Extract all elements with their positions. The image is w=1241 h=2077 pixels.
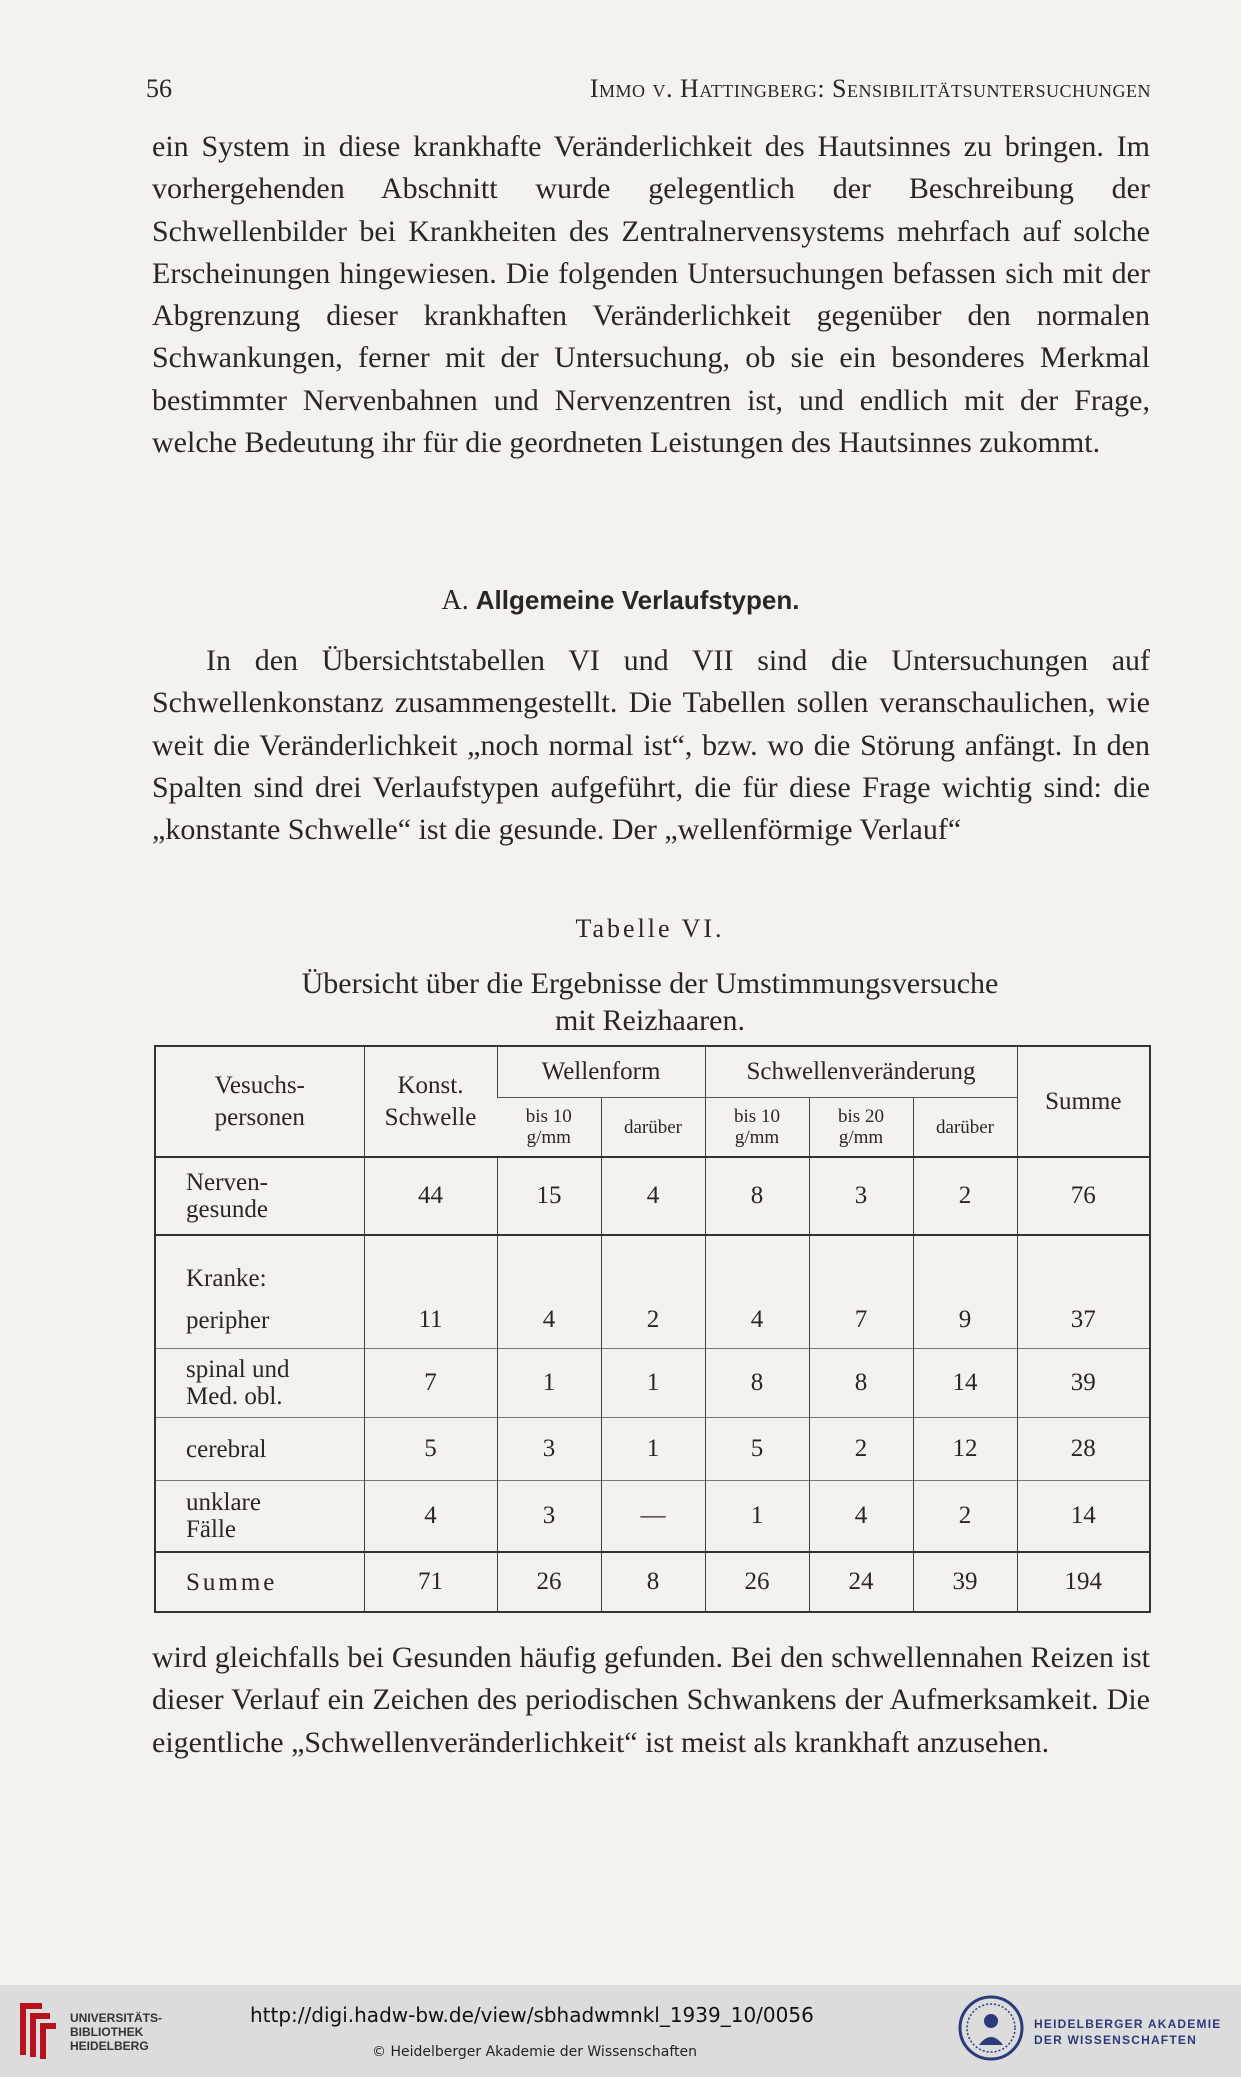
library-name-line-3: HEIDELBERG [70,2039,149,2053]
table-row [155,1481,1150,1553]
table-cell: 4 [705,1292,809,1349]
section-title: Allgemeine Verlaufstypen. [475,585,800,615]
page-number: 56 [146,74,172,103]
table-cell: 8 [705,1157,809,1235]
table-cell: 71 [364,1552,497,1612]
table-caption [150,965,1150,1039]
library-name [70,2011,162,2053]
row-label: cerebral [155,1418,364,1481]
running-head [146,74,1151,110]
header-wellen-bis10: bis 10 g/mm [497,1098,601,1158]
table-cell: 8 [705,1349,809,1418]
table-cell: 2 [601,1292,705,1349]
table-cell: 1 [601,1349,705,1418]
academy-seal-icon [958,1995,1024,2061]
table-cell: 7 [809,1292,913,1349]
table-row [155,1418,1150,1481]
library-name-line-1: UNIVERSITÄTS- [70,2011,163,2025]
header-schwellen-bis10: bis 10 g/mm [705,1098,809,1158]
table-cell: 2 [809,1418,913,1481]
paragraph-1: ein System in diese krankhafte Veränderlichkeit des Hautsinnes zu bringen. Im vorhergehenden Abschnitt wurde gelegentlich der Beschreibung der Schwellenbilder bei Krankheiten des Zentralnervensystems mehrfach auf solche Erscheinungen hingewiesen. Die folgenden Untersuchungen befassen sich mit der Abgrenzung dieser krankhaften Veränderlichkeit gegenüber den normalen Schwankungen, ferner mit der Untersuchung, ob sie ein besonderes Merkmal bestimmter Nervenbahnen und Nervenzentren ist, und endlich mit der Frage, welche Bedeutung ihr für die geordneten Leistungen des Hautsinnes zukommt. [152,130,1150,460]
table-cell: 12 [913,1418,1017,1481]
row-label: Nerven- gesunde [186,1169,268,1223]
table-cell: 7 [364,1349,497,1418]
copyright-notice: © Heidelberger Akademie der Wissenschaften [372,2044,698,2060]
table-cell: 4 [497,1292,601,1349]
table-row [155,1292,1150,1349]
header-wellen-darueber: darüber [601,1098,705,1158]
table-cell: 1 [497,1349,601,1418]
table-cell: 2 [913,1157,1017,1235]
table-cell: 3 [497,1481,601,1553]
table-cell: 8 [601,1552,705,1612]
table-cell: 4 [809,1481,913,1553]
table-cell: 39 [913,1552,1017,1612]
header-wellenform: Wellenform [497,1046,705,1098]
table-cell: 3 [497,1418,601,1481]
table-cell: 24 [809,1552,913,1612]
academy-name-line-1: HEIDELBERGER AKADEMIE [1034,2017,1222,2031]
header-persons: Vesuchs- personen [155,1046,364,1157]
table-cell: — [601,1481,705,1553]
table-cell: 194 [1017,1552,1150,1612]
table-cell: 4 [601,1157,705,1235]
table-row [155,1349,1150,1418]
table-cell: 4 [364,1481,497,1553]
results-table [154,1045,1151,1613]
table-cell: 2 [913,1481,1017,1553]
library-logo-icon [14,1999,58,2061]
row-label: spinal und Med. obl. [155,1349,364,1418]
table-cell: 44 [364,1157,497,1235]
table-cell: 11 [364,1292,497,1349]
table-cell: 5 [705,1418,809,1481]
table-cell: 8 [809,1349,913,1418]
header-schwellen-darueber: darüber [913,1098,1017,1158]
table-cell: 37 [1017,1292,1150,1349]
paragraph-2: In den Übersichtstabellen VI und VII sind die Untersuchungen auf Schwellenkonstanz zusammengestellt. Die Tabellen sollen veranschaulichen, wie weit die Veränderlichkeit „noch normal ist“, bzw. wo die Störung anfängt. In den Spalten sind drei Verlaufstypen aufgeführt, die für diese Frage wichtig sind: die „konstante Schwelle“ ist die gesunde. Der „wellenförmige Verlauf“ [152,644,1150,847]
table-cell: 9 [913,1292,1017,1349]
header-schwellenveraenderung: Schwellenveränderung [705,1046,1017,1098]
header-schwellen-bis20: bis 20 g/mm [809,1098,913,1158]
academy-name [1034,2016,1221,2048]
header-konst-schwelle: Konst. Schwelle [364,1046,497,1157]
table-caption-line-2: mit Reizhaaren. [555,1004,745,1037]
table-caption-line-1: Übersicht über die Ergebnisse der Umstimmungsversuche [301,967,999,1000]
table-cell: 15 [497,1157,601,1235]
row-label-summe: Summe [155,1552,364,1612]
table-cell: 5 [364,1418,497,1481]
table-cell: 1 [601,1418,705,1481]
table-cell: 26 [705,1552,809,1612]
library-name-line-2: BIBLIOTHEK [70,2025,144,2039]
table-cell: 1 [705,1481,809,1553]
academy-name-line-2: DER WISSENSCHAFTEN [1034,2033,1197,2047]
table-cell: 3 [809,1157,913,1235]
table-cell: 39 [1017,1349,1150,1418]
section-prefix: A. [441,585,469,616]
table-row [155,1157,1150,1235]
table-cell: 14 [1017,1481,1150,1553]
footer-band [0,1985,1241,2077]
source-url-link[interactable]: http://digi.hadw-bw.de/view/sbhadwmnkl_1939_10/0056 [250,2003,814,2027]
section-heading [0,585,1241,617]
table-cell: 28 [1017,1418,1150,1481]
table-cell: 76 [1017,1157,1150,1235]
paragraph-3: wird gleichfalls bei Gesunden häufig gefunden. Bei den schwellennahen Reizen ist dieser Verlauf ein Zeichen des periodischen Schwankens der Aufmerksamkeit. Die eigentliche „Schwellenveränderlichkeit“ ist meist als krankhaft anzusehen. [152,1641,1150,1759]
row-label-kranke: Kranke: [155,1235,364,1292]
running-title: Immo v. Hattingberg: Sensibilitätsuntersuchungen [589,74,1151,103]
table-cell: 26 [497,1552,601,1612]
header-summe: Summe [1017,1046,1150,1157]
row-label: peripher [186,1306,270,1334]
table-cell: 14 [913,1349,1017,1418]
table-row-sum [155,1552,1150,1612]
table-label: Tabelle VI. [575,914,725,943]
table-row [155,1235,1150,1292]
row-label: unklare Fälle [155,1481,364,1553]
